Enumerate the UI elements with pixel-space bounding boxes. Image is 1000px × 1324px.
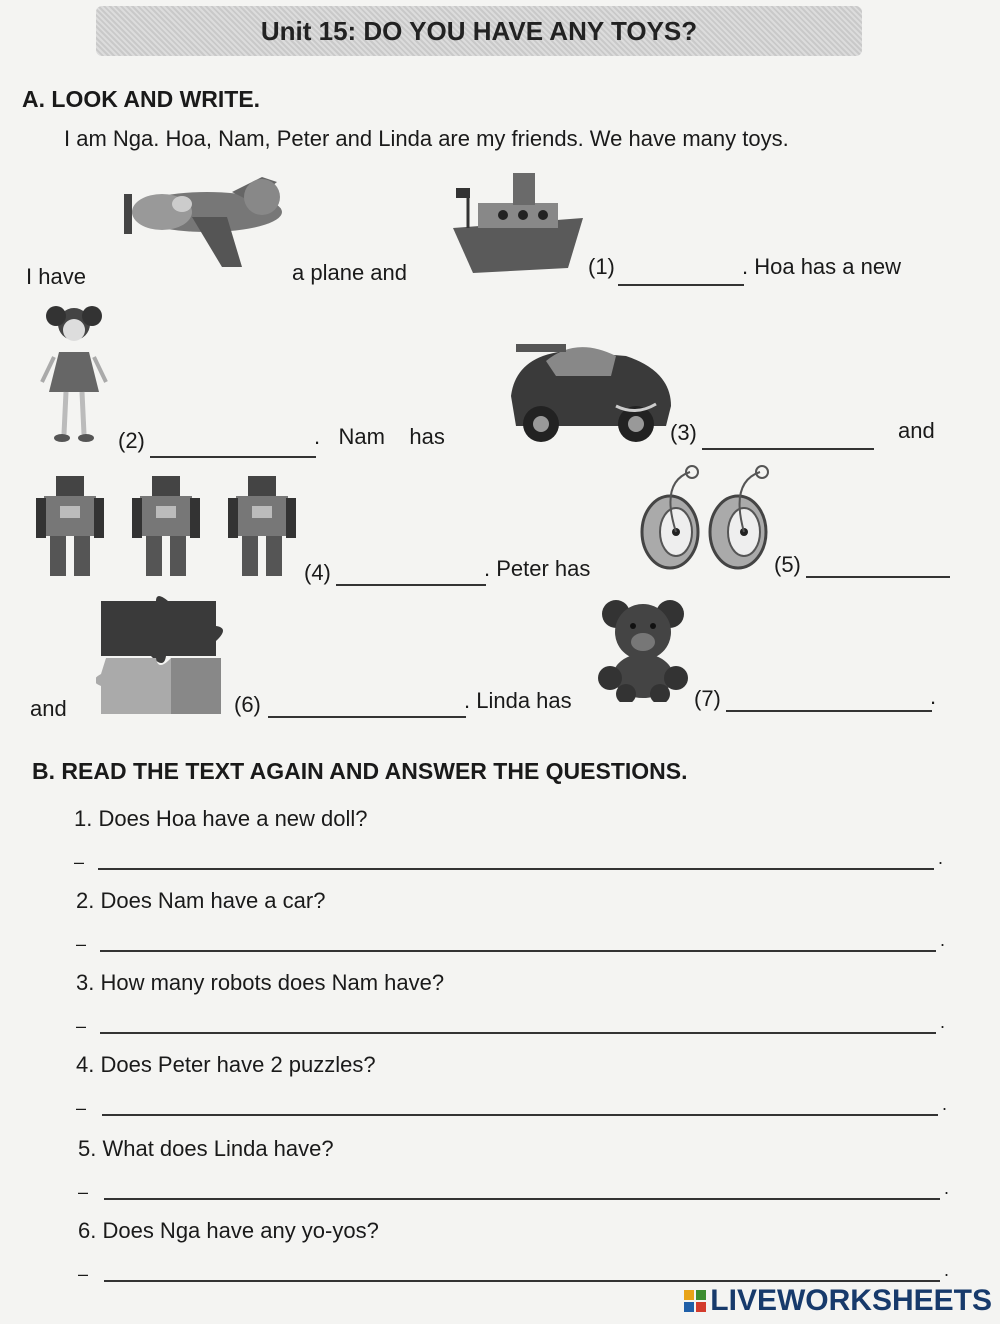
question-4-answer-input[interactable]: [102, 1086, 938, 1116]
answer-dash: –: [76, 1098, 87, 1118]
question-1-answer-input[interactable]: [98, 840, 934, 870]
answer-dot: .: [944, 1178, 950, 1198]
blank-4-label: (4): [304, 560, 331, 585]
yoyos-picture: [620, 462, 780, 572]
line2-middle: . Nam has: [314, 424, 445, 449]
question-5-answer-input[interactable]: [104, 1170, 940, 1200]
answer-5-input[interactable]: [806, 548, 950, 578]
line3-middle: . Peter has: [484, 556, 591, 581]
car-picture: [506, 326, 676, 446]
question-4: 4. Does Peter have 2 puzzles?: [76, 1052, 376, 1077]
answer-3-input[interactable]: [702, 420, 874, 450]
logo-text: LIVEWORKSHEETS: [710, 1284, 992, 1317]
line1-middle: a plane and: [292, 260, 407, 285]
blank-7-label: (7): [694, 686, 721, 711]
answer-dash: –: [76, 1016, 87, 1036]
answer-dash: –: [78, 1264, 89, 1284]
line4-middle: . Linda has: [464, 688, 572, 713]
question-3-answer-input[interactable]: [100, 1004, 936, 1034]
answer-dash: –: [76, 934, 87, 954]
question-2-answer-input[interactable]: [100, 922, 936, 952]
section-b-heading: B. READ THE TEXT AGAIN AND ANSWER THE QUESTIONS.: [32, 758, 688, 784]
blank-1-label: (1): [588, 254, 615, 279]
ship-picture: [448, 168, 588, 278]
teddy-bear-picture: [596, 596, 690, 702]
blank-2-label: (2): [118, 428, 145, 453]
answer-2-input[interactable]: [150, 428, 316, 458]
logo-square: [696, 1290, 706, 1300]
blank-6-label: (6): [234, 692, 261, 717]
liveworksheets-logo-icon: [684, 1290, 706, 1312]
section-a-heading: A. LOOK AND WRITE.: [22, 86, 261, 112]
line1-end: . Hoa has a new: [742, 254, 901, 279]
intro-text: I am Nga. Hoa, Nam, Peter and Linda are my friends. We have many toys.: [64, 126, 789, 151]
question-6-answer-input[interactable]: [104, 1252, 940, 1282]
answer-1-input[interactable]: [618, 256, 744, 286]
answer-dash: –: [78, 1182, 89, 1202]
doll-picture: [34, 302, 114, 447]
answer-dot: .: [938, 848, 944, 868]
answer-4-input[interactable]: [336, 556, 486, 586]
line4-start: and: [30, 696, 67, 721]
question-6: 6. Does Nga have any yo-yos?: [78, 1218, 379, 1243]
logo-square: [696, 1302, 706, 1312]
answer-dot: .: [942, 1094, 948, 1114]
answer-dash: –: [74, 852, 85, 872]
plane-picture: [112, 172, 292, 277]
question-5: 5. What does Linda have?: [78, 1136, 334, 1161]
line1-start: I have: [26, 264, 86, 289]
robots-picture: [36, 470, 306, 582]
question-1: 1. Does Hoa have a new doll?: [74, 806, 368, 831]
liveworksheets-logo[interactable]: [684, 1284, 992, 1318]
page-title: Unit 15: DO YOU HAVE ANY TOYS?: [96, 6, 862, 56]
line4-end: .: [930, 684, 937, 709]
answer-7-input[interactable]: [726, 682, 932, 712]
question-3: 3. How many robots does Nam have?: [76, 970, 445, 995]
logo-square: [684, 1290, 694, 1300]
logo-square: [684, 1302, 694, 1312]
line2-end: and: [898, 418, 935, 443]
answer-dot: .: [940, 1012, 946, 1032]
question-2: 2. Does Nam have a car?: [76, 888, 326, 913]
answer-dot: .: [944, 1260, 950, 1280]
blank-3-label: (3): [670, 420, 697, 445]
blank-5-label: (5): [774, 552, 801, 577]
answer-6-input[interactable]: [268, 688, 466, 718]
puzzle-picture: [96, 596, 236, 718]
answer-dot: .: [940, 930, 946, 950]
